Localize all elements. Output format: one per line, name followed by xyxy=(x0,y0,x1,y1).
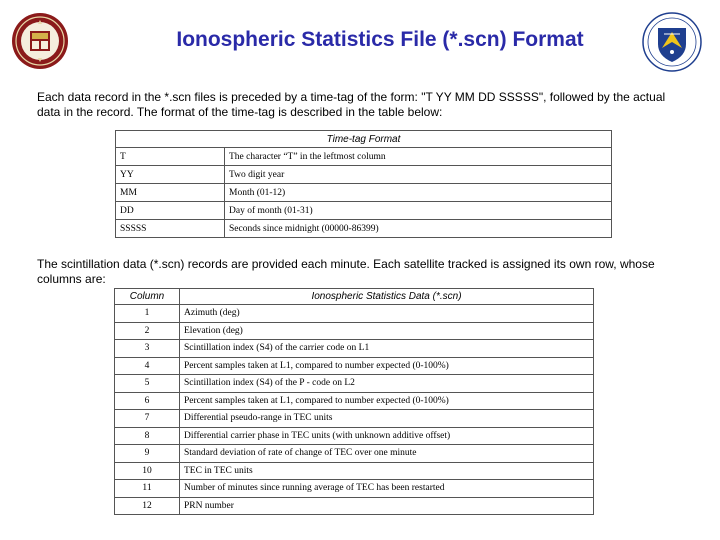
column-number: 6 xyxy=(115,392,180,410)
column-number: 2 xyxy=(115,322,180,340)
intro-paragraph: Each data record in the *.scn files is preceded by a time-tag of the form: "T YY MM DD SSSSS", followed by the actual data in the record. The format of the time-tag is described in the table below: xyxy=(37,90,666,119)
ionospheric-data-table xyxy=(114,288,594,515)
column-header: Column xyxy=(115,289,180,305)
time-tag-table xyxy=(115,130,612,238)
time-tag-caption: Time-tag Format xyxy=(116,131,612,148)
column-number: 5 xyxy=(115,375,180,393)
table-row xyxy=(115,357,594,375)
column-desc: Percent samples taken at L1, compared to number expected (0-100%) xyxy=(180,392,594,410)
column-number: 10 xyxy=(115,462,180,480)
table-row xyxy=(116,166,612,184)
air-force-research-lab-shield-icon xyxy=(642,12,702,72)
time-tag-key: MM xyxy=(116,184,225,202)
column-desc: TEC in TEC units xyxy=(180,462,594,480)
column-number: 1 xyxy=(115,305,180,323)
time-tag-desc: Seconds since midnight (00000-86399) xyxy=(225,220,612,238)
table-row xyxy=(115,392,594,410)
table-row xyxy=(115,427,594,445)
time-tag-desc: The character “T” in the leftmost column xyxy=(225,148,612,166)
table-row xyxy=(115,462,594,480)
table-row xyxy=(115,340,594,358)
time-tag-key: DD xyxy=(116,202,225,220)
time-tag-desc: Two digit year xyxy=(225,166,612,184)
boston-college-seal-icon xyxy=(11,12,69,70)
column-desc: Scintillation index (S4) of the P - code on L2 xyxy=(180,375,594,393)
time-tag-desc: Month (01-12) xyxy=(225,184,612,202)
column-desc: Differential carrier phase in TEC units (with unknown additive offset) xyxy=(180,427,594,445)
column-desc: Scintillation index (S4) of the carrier code on L1 xyxy=(180,340,594,358)
column-desc: Standard deviation of rate of change of TEC over one minute xyxy=(180,445,594,463)
column-desc: Number of minutes since running average of TEC has been restarted xyxy=(180,480,594,498)
column-number: 8 xyxy=(115,427,180,445)
time-tag-key: YY xyxy=(116,166,225,184)
column-desc: PRN number xyxy=(180,497,594,515)
page-title: Ionospheric Statistics File (*.scn) Format xyxy=(176,28,584,51)
column-number: 7 xyxy=(115,410,180,428)
table-row xyxy=(116,184,612,202)
time-tag-key: T xyxy=(116,148,225,166)
table-row xyxy=(116,148,612,166)
table-row xyxy=(115,445,594,463)
table-row xyxy=(115,305,594,323)
column-number: 11 xyxy=(115,480,180,498)
table-row xyxy=(115,375,594,393)
table-row xyxy=(115,480,594,498)
column-desc: Differential pseudo-range in TEC units xyxy=(180,410,594,428)
column-number: 4 xyxy=(115,357,180,375)
table-row xyxy=(115,322,594,340)
table-row xyxy=(116,202,612,220)
data-header: Ionospheric Statistics Data (*.scn) xyxy=(180,289,594,305)
column-number: 9 xyxy=(115,445,180,463)
column-desc: Elevation (deg) xyxy=(180,322,594,340)
column-number: 12 xyxy=(115,497,180,515)
time-tag-key: SSSSS xyxy=(116,220,225,238)
column-desc: Percent samples taken at L1, compared to number expected (0-100%) xyxy=(180,357,594,375)
column-desc: Azimuth (deg) xyxy=(180,305,594,323)
table-row xyxy=(115,410,594,428)
table-row xyxy=(116,220,612,238)
scintillation-paragraph: The scintillation data (*.scn) records are provided each minute. Each satellite tracked is assigned its own row, whose columns are: xyxy=(37,257,655,286)
column-number: 3 xyxy=(115,340,180,358)
time-tag-desc: Day of month (01-31) xyxy=(225,202,612,220)
table-row xyxy=(115,497,594,515)
